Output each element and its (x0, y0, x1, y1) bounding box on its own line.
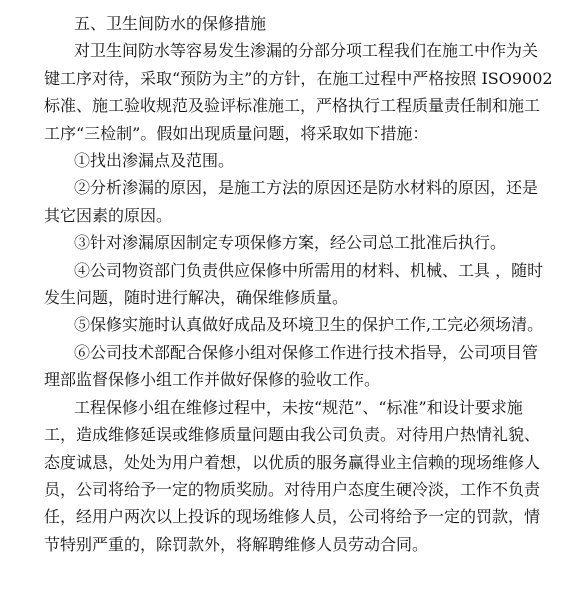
paragraph-1-line-2: 键工序对待，采取“预防为主”的方针，在施工过程中严格按照 ISO9002 (44, 68, 553, 88)
paragraph-1-line-4: 工序“三检制”。假如出现质量问题，将采取如下措施： (44, 123, 429, 143)
measure-item-2-line-1: ②分析渗漏的原因，是施工方法的原因还是防水材料的原因，还是 (74, 178, 539, 198)
measure-item-4-line-1: ④公司物资部门负责供应保修中所需用的材料、机械、工具 ，随时 (74, 260, 544, 280)
paragraph-2-line-4: 员，公司将给予一定的物质奖励。对待用户态度生硬冷淡，工作不负责 (44, 479, 541, 499)
paragraph-2-line-1: 工程保修小组在维修过程中，未按“规范”、“标准”和设计要求施 (74, 397, 523, 417)
measure-item-6-line-2: 理部监督保修小组工作并做好保修的验收工作。 (44, 370, 381, 390)
measure-item-6-line-1: ⑥公司技术部配合保修小组对保修工作进行技术指导，公司项目管 (74, 342, 539, 362)
paragraph-1-line-3: 标准、施工验收规范及验评标准施工，严格执行工程质量责任制和施工 (44, 96, 541, 116)
paragraph-2-line-5: 任，经用户两次以上投诉的现场维修人员，公司将给予一定的罚款，情 (44, 507, 541, 527)
paragraph-2-line-3: 态度诚恳，处处为用户着想，以优质的服务赢得业主信赖的现场维修人 (44, 452, 541, 472)
paragraph-2-line-2: 工，造成维修延误或维修质量问题由我公司负责。对待用户热情礼貌、 (44, 425, 541, 445)
paragraph-1-line-1: 对卫生间防水等容易发生渗漏的分部分项工程我们在施工中作为关 (74, 41, 539, 61)
measure-item-3: ③针对渗漏原因制定专项保修方案，经公司总工批准后执行。 (74, 233, 507, 253)
measure-item-2-line-2: 其它因素的原因。 (44, 205, 173, 225)
section-heading: 五、卫生间防水的保修措施 (74, 14, 267, 33)
paragraph-2-line-6: 节特别严重的，除罚款外，将解聘维修人员劳动合同。 (44, 534, 429, 554)
measure-item-5: ⑤保修实施时认真做好成品及环境卫生的保护工作,工完必须场清。 (74, 315, 544, 335)
measure-item-4-line-2: 发生问题，随时进行解决，确保维修质量。 (44, 288, 349, 308)
measure-item-1: ①找出渗漏点及范围。 (74, 151, 235, 171)
